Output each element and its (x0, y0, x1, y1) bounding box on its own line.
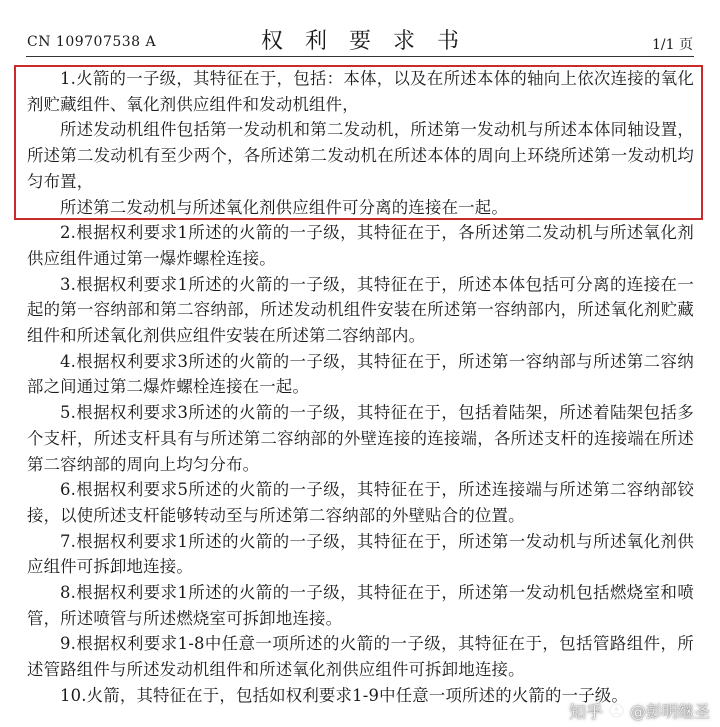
watermark (569, 698, 710, 723)
page-number: 1/1 页 (652, 37, 693, 53)
claim-5: 5.根据权利要求3所述的火箭的一子级，其特征在于，包括着陆架，所述着陆架包括多个支杆，所述支杆具有与所述第二容纳部的外壁连接的连接端，各所述支杆的连接端在所述第二容纳部的周向上均匀分布。 (27, 403, 694, 474)
header-divider (26, 56, 694, 57)
claim-3: 3.根据权利要求1所述的火箭的一子级，其特征在于，所述本体包括可分离的连接在一起的第一容纳部和第二容纳部，所述发动机组件安装在所述第一容纳部内，所述氧化剂贮藏组件和所述氧化剂供应组件安装在所述第二容纳部内。 (27, 274, 694, 346)
claim-1-preamble: 1.火箭的一子级，其特征在于，包括：本体，以及在所述本体的轴向上依次连接的氧化剂贮藏组件、氧化剂供应组件和发动机组件， (27, 69, 694, 114)
claim-4: 4.根据权利要求3所述的火箭的一子级，其特征在于，所述第一容纳部与所述第二容纳部之间通过第二爆炸螺栓连接在一起。 (27, 351, 694, 397)
user-icon (609, 703, 624, 718)
document-header (0, 0, 720, 62)
claim-1-engine-clause: 所述发动机组件包括第一发动机和第二发动机，所述第一发动机与所述本体同轴设置，所述第二发动机有至少两个，各所述第二发动机在所述本体的周向上环绕所述第一发动机均匀布置， (27, 120, 694, 191)
claim-2: 2.根据权利要求1所述的火箭的一子级，其特征在于，各所述第二发动机与所述氧化剂供应组件通过第一爆炸螺栓连接。 (27, 223, 694, 268)
claim-8: 8.根据权利要求1所述的火箭的一子级，其特征在于，所述第一发动机包括燃烧室和喷管，所述喷管与所述燃烧室可拆卸地连接。 (27, 583, 694, 628)
publication-number: CN 109707538 A (27, 34, 157, 50)
watermark-author: @彭明继圣 (629, 702, 710, 721)
document-title: 权利要求书 (260, 29, 481, 54)
claim-9: 9.根据权利要求1-8中任意一项所述的火箭的一子级，其特征在于，包括管路组件，所述管路组件与所述发动机组件和所述氧化剂供应组件可拆卸地连接。 (27, 634, 694, 680)
claim-10: 10.火箭，其特征在于，包括如权利要求1-9中任意一项所述的火箭的一子级。 (60, 685, 628, 705)
claims-list (27, 66, 694, 709)
watermark-brand: 知乎 (568, 703, 603, 723)
claim-1-separation-clause: 所述第二发动机与所述氧化剂供应组件可分离的连接在一起。 (60, 197, 508, 217)
claim-6: 6.根据权利要求5所述的火箭的一子级，其特征在于，所述连接端与所述第二容纳部铰接，以使所述支杆能够转动至与所述第二容纳部的外壁贴合的位置。 (27, 480, 694, 525)
claim-7: 7.根据权利要求1所述的火箭的一子级，其特征在于，所述第一发动机与所述氧化剂供应组件可拆卸地连接。 (27, 531, 694, 577)
